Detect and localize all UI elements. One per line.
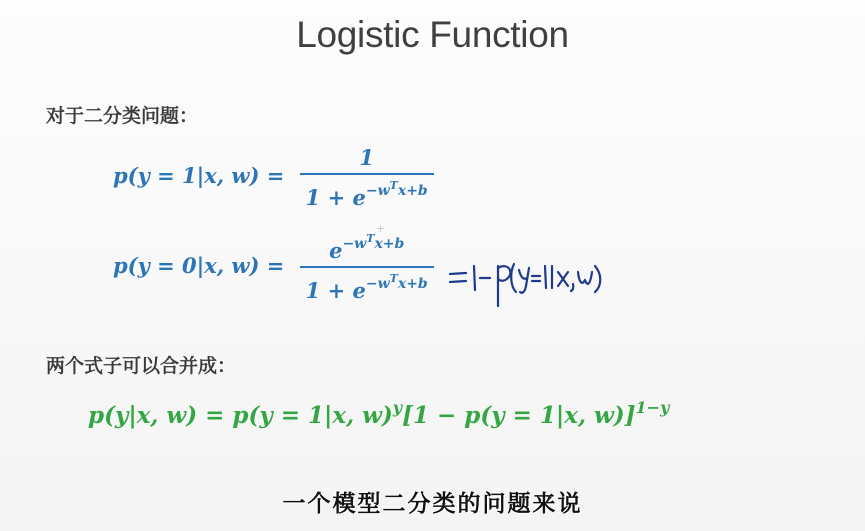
- slide-title: Logistic Function: [296, 14, 569, 55]
- eq3-bracket: [1 − p(y = 1|x, w)]: [402, 402, 636, 429]
- eq2-den-base: 1 + e: [305, 278, 366, 303]
- equation-p-y0: [113, 232, 434, 303]
- eq1-exp-t: T: [389, 179, 398, 192]
- combine-label: 两个式子可以合并成：: [46, 355, 237, 377]
- eq1-exp-pre: −w: [365, 183, 390, 199]
- equation-combined: [88, 398, 669, 429]
- eq1-lhs: p(y = 1|x, w) =: [113, 163, 285, 188]
- handwritten-text: [446, 256, 447, 257]
- equation-p-y1: [113, 145, 434, 210]
- eq1-exp-post: x+b: [397, 183, 428, 199]
- eq2-exp-post: x+b: [397, 276, 428, 292]
- eq2-denominator: [300, 268, 434, 303]
- eq3-main: p(y|x, w) = p(y = 1|x, w): [88, 402, 393, 429]
- eq1-denominator: [300, 175, 434, 210]
- eq2-fraction: [300, 232, 434, 303]
- eq2-num-exp-post: x+b: [374, 236, 405, 252]
- eq1-exponent: [365, 179, 428, 199]
- eq1-fraction: [300, 145, 434, 210]
- eq2-numerator: [300, 232, 434, 266]
- handwritten-ink-icon: [446, 256, 616, 316]
- video-subtitle: 一个模型二分类的问题来说: [282, 491, 583, 517]
- crosshair-cursor-icon: +: [376, 222, 386, 235]
- eq2-num-exp-pre: −w: [342, 236, 367, 252]
- eq2-exp-pre: −w: [365, 276, 390, 292]
- eq2-exp-t: T: [389, 272, 398, 285]
- eq2-num-exponent: [342, 232, 405, 252]
- binary-problem-label: 对于二分类问题：: [46, 105, 199, 127]
- eq2-num-base: e: [329, 238, 343, 263]
- eq1-den-base: 1 + e: [305, 185, 366, 210]
- eq3-exponent-y: y: [392, 398, 403, 417]
- eq3-exponent-1-y: 1−y: [635, 398, 670, 417]
- eq1-numerator: 1: [359, 145, 375, 170]
- eq2-exponent: [365, 272, 428, 292]
- eq2-lhs: p(y = 0|x, w) =: [113, 253, 285, 278]
- eq2-num-exp-t: T: [366, 232, 375, 245]
